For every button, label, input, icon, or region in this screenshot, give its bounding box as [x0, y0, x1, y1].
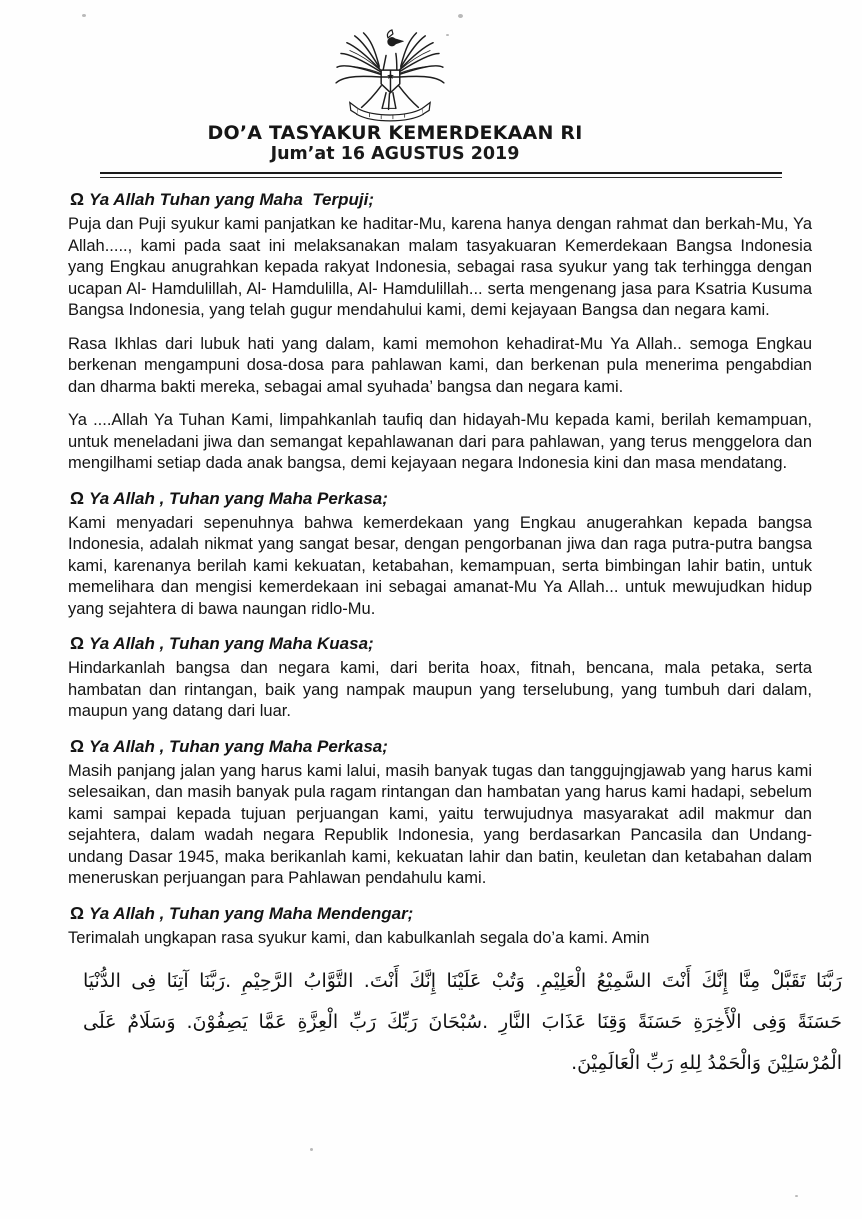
prayer-body — [68, 188, 842, 1084]
arabic-prayer-block — [83, 961, 842, 1084]
garuda-head — [387, 30, 403, 46]
banner-ribbon — [350, 102, 430, 120]
paragraph: Rasa Ikhlas dari lubuk hati yang dalam, kami memohon kehadirat-Mu Ya Allah.. semoga Engkau berkenan mengampuni dosa-dosa para pahlawan kami, dan berkenan pula menerima pengabdian dan dharma bakti mereka, sebagai amal syuhada’ bangsa dan negara kami. — [68, 334, 812, 396]
section-heading — [70, 188, 812, 211]
section-mendengar — [68, 902, 812, 950]
section-heading-text: Ya Allah Tuhan yang Maha Terpuji; — [89, 190, 374, 209]
section-perkasa-2 — [68, 735, 812, 890]
section-heading-text: Ya Allah , Tuhan yang Maha Perkasa; — [89, 736, 388, 756]
section-heading — [70, 632, 812, 655]
section-heading — [70, 735, 812, 758]
paragraph: Terimalah ungkapan rasa syukur kami, dan kabulkanlah segala do’a kami. Amin — [68, 928, 650, 947]
document-date: Jum’at 16 AGUSTUS 2019 — [270, 144, 520, 164]
paragraph: Masih panjang jalan yang harus kami lalui, masih banyak tugas dan tanggujngjawab yang harus kami selesaikan, dan masih banyak pula ragam rintangan dan hambatan yang harus kami hadapi, sebelum kami sampai kepada tujuan perjuangan kami, yaitu terwujudnya masyarakat adil makmur dan sejahtera, dalam wadah negara Republik Indonesia, yang berdasarkan Pancasila dan Undang-undang Dasar 1945, maka berikanlah kami, kekuatan lahir dan batin, keuletan dan ketabahan dalam meneruskan perjuangan para Pahlawan pendahulu kami. — [68, 761, 812, 887]
pancasila-shield — [381, 70, 400, 93]
omega-symbol: Ω — [70, 189, 85, 209]
garuda-eagle-icon — [330, 28, 448, 126]
omega-symbol: Ω — [70, 633, 85, 653]
paragraph: Puja dan Puji syukur kami panjatkan ke haditar-Mu, karena hanya dengan rahmat dan berkah-Mu, Ya Allah....., kami pada saat ini melaksanakan malam tasyakuaran Kemerdekaan Bangsa Indonesia yang Engkau anugrahkan kepada rakyat Indonesia, sebagai rasa syukur yang tak terhingga dengan ucapan Al- Hamdulillah, Al- Hamdulilla, Al- Hamdulillah... serta mengenang jasa para Ksatria Kusuma Bangsa Indonesia, yang telah gugur mendahului kami, demi kejayaan Bangsa dan negara kami. — [68, 215, 812, 319]
header-divider — [100, 172, 782, 178]
omega-symbol: Ω — [70, 487, 85, 508]
document-header — [45, 122, 745, 165]
arabic-line: حَسَنَةً وَفِى الْأَخِرَةِ حَسَنَةً وَقِنَا عَذَابَ النَّارِ .سُبْحَانَ رَبِّكَ رَبِّ الْعِزَّةِ عَمَّا يَصِفُوْنَ. وَسَلَامٌ عَلَى — [83, 1011, 842, 1033]
section-perkasa-1 — [68, 487, 812, 621]
paragraph: Kami menyadari sepenuhnya bahwa kemerdekaan yang Engkau anugerahkan kepada bangsa Indonesia, adalah nikmat yang sangat besar, dengan pengorbanan jiwa dan raga putra-putra bangsa kami, karenanya berilah kami kekuatan, ketabahan, kemampuan, serta bimbingan lahir batin, untuk memelihara dan mengisi kemerdekaan ini sebagai amanat-Mu Ya Allah... untuk mewujudkan hidup yang sejahtera di bawa naungan ridlo-Mu. — [68, 513, 812, 618]
section-heading — [70, 487, 812, 510]
arabic-line: الْمُرْسَلِيْنَ وَالْحَمْدُ لِلهِ رَبِّ الْعَالَمِيْنَ. — [571, 1052, 842, 1074]
section-heading-text: Ya Allah , Tuhan yang Maha Mendengar; — [89, 903, 414, 923]
paragraph: Hindarkanlah bangsa dan negara kami, dari berita hoax, fitnah, bencana, mala petaka, serta hambatan dan rintangan, baik yang nampak maupun yang terselubung, yang tumbuh dari dalam, maupun yang datang dari luar. — [68, 659, 812, 720]
page-title: DO’A TASYAKUR KEMERDEKAAN RI — [207, 122, 583, 144]
omega-symbol: Ω — [70, 902, 85, 923]
arabic-line: رَبَّنَا تَقَبَّلْ مِنَّا إِنَّكَ أَنْتَ السَّمِيْعُ الْعَلِيْمِ. وَتُبْ عَلَيْنَا إِنَّكَ أَنْتَ. التَّوَّابُ الرَّحِيْمِ .رَبَّنَا آتِنَا فِى الدُّنْيَا — [83, 970, 842, 992]
section-heading — [70, 902, 812, 925]
section-heading-text: Ya Allah , Tuhan yang Maha Kuasa; — [89, 634, 374, 653]
section-heading-text: Ya Allah , Tuhan yang Maha Perkasa; — [89, 488, 388, 508]
paragraph: Ya ....Allah Ya Tuhan Kami, limpahkanlah taufiq dan hidayah-Mu kepada kami, berilah kemampuan, untuk meneladani jiwa dan semangat kepahlawanan dari para pahlawan, yang terus menggelora dan mengilhami setiap dada anak bangsa, demi kejayaan negara Indonesia kini dan masa mendatang. — [68, 411, 812, 472]
section-terpuji — [68, 188, 812, 475]
garuda-pancasila-emblem — [330, 28, 448, 126]
omega-symbol: Ω — [70, 735, 85, 756]
section-kuasa — [68, 632, 812, 723]
